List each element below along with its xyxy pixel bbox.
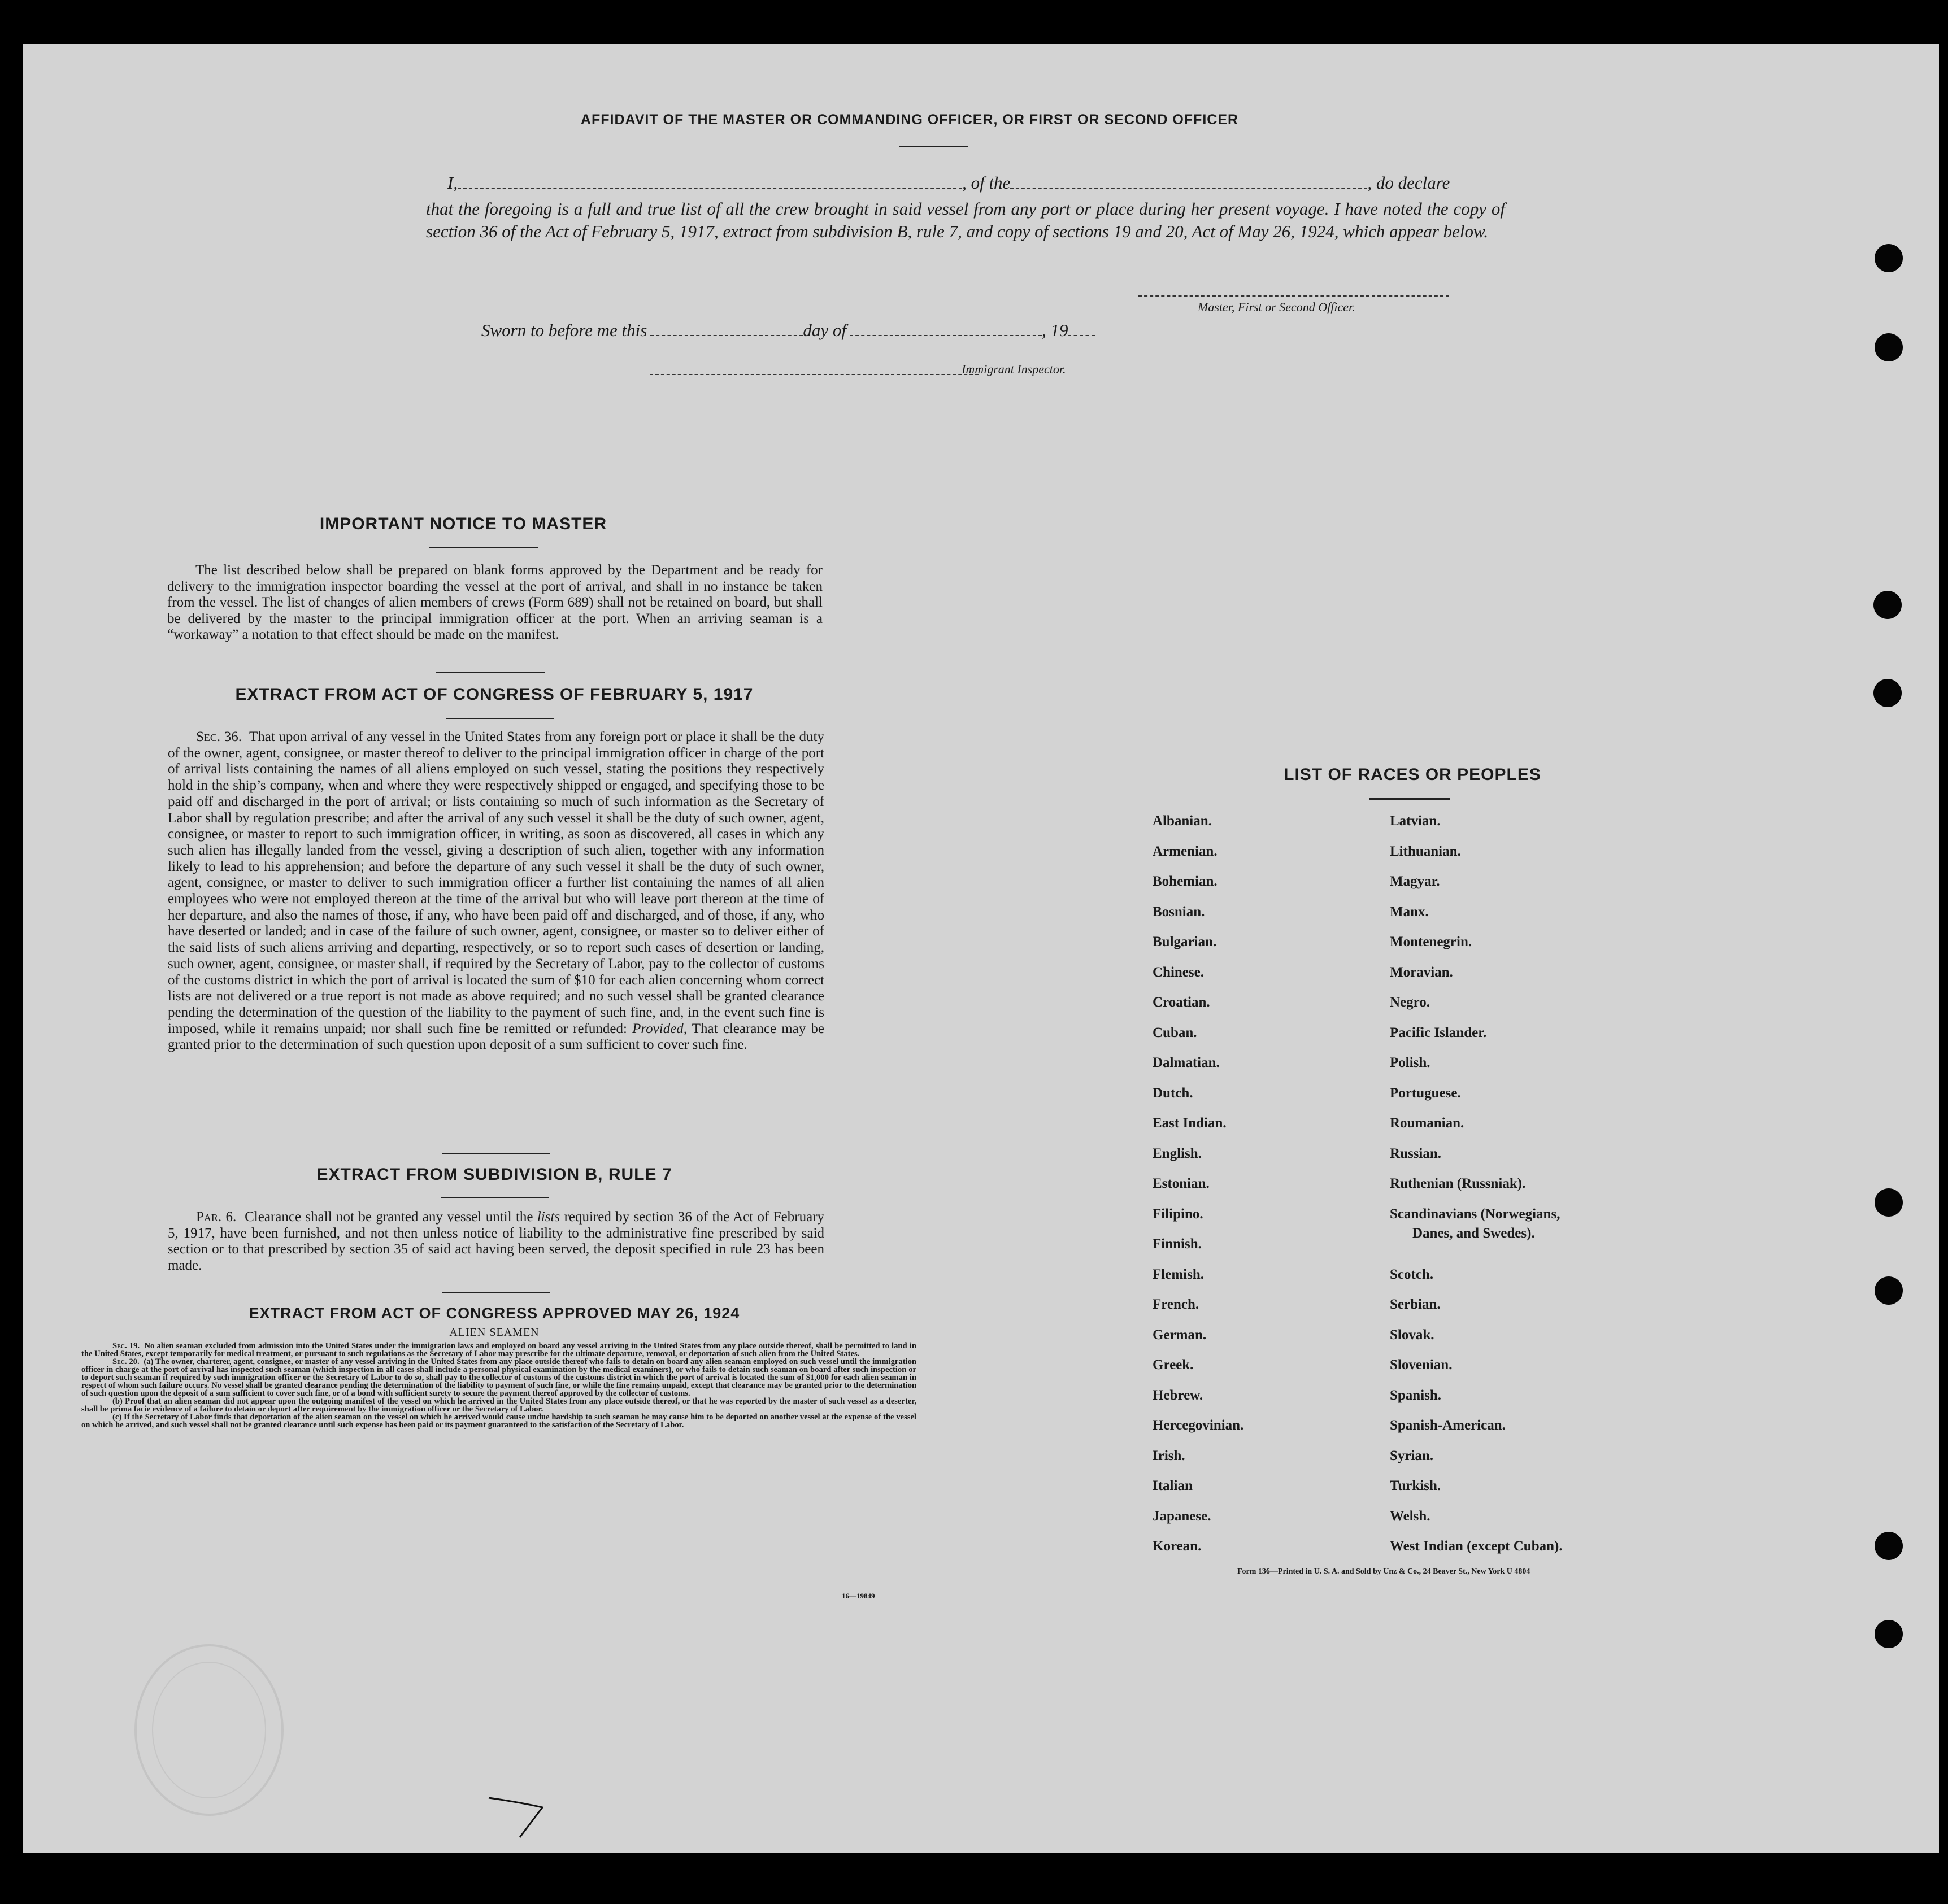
notice-end-rule <box>436 672 545 673</box>
punch-hole <box>1875 1532 1903 1560</box>
par-6-label: Par. 6. <box>196 1209 237 1225</box>
sworn-year-field <box>1068 332 1095 336</box>
race-item: Ruthenian (Russniak). <box>1390 1176 1526 1191</box>
race-item: Filipino. <box>1153 1206 1203 1222</box>
race-item: Dalmatian. <box>1153 1055 1220 1070</box>
faint-seal-stamp <box>124 1637 294 1823</box>
race-item: Greek. <box>1153 1357 1194 1373</box>
punch-hole <box>1873 591 1902 619</box>
inspector-caption: Immigrant Inspector. <box>962 362 1066 376</box>
race-item: Polish. <box>1390 1055 1430 1070</box>
race-item: Croatian. <box>1153 995 1210 1010</box>
master-signature-caption: Master, First or Second Officer. <box>1198 300 1355 314</box>
form-imprint: Form 136—Printed in U. S. A. and Sold by Unz & Co., 24 Beaver St., New York U 4804 <box>1237 1567 1530 1576</box>
race-item: Syrian. <box>1390 1448 1434 1463</box>
race-item: Pacific Islander. <box>1390 1025 1487 1040</box>
race-item: Turkish. <box>1390 1478 1441 1493</box>
race-item: Irish. <box>1153 1448 1185 1463</box>
race-item: Scotch. <box>1390 1266 1434 1282</box>
punch-hole <box>1873 679 1902 707</box>
races-title: LIST OF RACES OR PEOPLES <box>1284 765 1541 784</box>
race-item: Bohemian. <box>1153 874 1218 889</box>
punch-hole <box>1875 1620 1903 1648</box>
race-item: Finnish. <box>1153 1236 1202 1252</box>
extract-1924-title: EXTRACT FROM ACT OF CONGRESS APPROVED MAY 26, 1924 <box>249 1305 740 1322</box>
declarant-label: I, <box>447 173 458 193</box>
extract-1917-rule <box>446 718 554 719</box>
notice-title: IMPORTANT NOTICE TO MASTER <box>319 515 607 533</box>
punch-hole <box>1875 244 1903 272</box>
rule7-title: EXTRACT FROM SUBDIVISION B, RULE 7 <box>316 1165 672 1184</box>
race-item: Scandinavians (Norwegians, <box>1390 1206 1560 1222</box>
race-item: Moravian. <box>1390 964 1453 980</box>
pen-mark <box>486 1795 548 1840</box>
sworn-line: Sworn to before me this day of , 19 <box>481 320 1188 341</box>
race-item: East Indian. <box>1153 1116 1227 1131</box>
notice-body: The list described below shall be prepared on blank forms approved by the Department and be ready for delivery to the immigration inspector boarding the vessel at the port of arrival, and shall in no instance be taken from the vessel. The list of changes of alien members of crews (Form 689) shall not be retained on board, but shall be delivered by the master to the principal immigration officer at the port. When an arriving seaman is a “workaway” a notation to that effect should be made on the manifest. <box>167 563 823 643</box>
race-item: Italian <box>1153 1478 1193 1493</box>
race-item: Danes, and Swedes). <box>1412 1225 1535 1241</box>
affidavit-title-rule <box>899 146 968 147</box>
race-item: Roumanian. <box>1390 1116 1464 1131</box>
race-item: Dutch. <box>1153 1085 1193 1101</box>
race-item: West Indian (except Cuban). <box>1390 1539 1563 1554</box>
sec-36-label: Sec. 36. <box>196 729 242 744</box>
sworn-month-field <box>850 332 1042 336</box>
document-page <box>23 44 1939 1853</box>
race-item: Chinese. <box>1153 964 1204 980</box>
races-title-rule <box>1369 798 1450 800</box>
race-item: Magyar. <box>1390 874 1440 889</box>
master-signature-line <box>1138 295 1449 297</box>
race-item: Portuguese. <box>1390 1085 1461 1101</box>
races-left-column <box>1153 813 1356 1569</box>
sworn-day-field <box>650 332 803 336</box>
race-item: Armenian. <box>1153 843 1218 859</box>
affidavit-title: AFFIDAVIT OF THE MASTER OR COMMANDING OFFICER, OR FIRST OR SECOND OFFICER <box>580 112 1239 128</box>
punch-hole <box>1875 333 1903 361</box>
race-item: English. <box>1153 1145 1202 1161</box>
punch-hole <box>1875 1276 1903 1305</box>
notice-title-rule <box>429 547 538 548</box>
extract-1924-body: Sec. 19. No alien seaman excluded from admission into the United States under the immigration laws and employed on board any vessel arriving in the United States from any place outside thereof, shall be permitted to land in the United States, except temporarily for medical treatment, or pursuant to such regulations as the Secretary of Labor may prescribe for the ultimate departure, removal, or deportation of such alien from the United States. Sec. 20. (a) The owner, charterer, agent, consignee, or master of any vessel arriving in the United States from any place outside thereof who fails to detain on board any alien seaman employed on such vessel until the immigration officer in charge at the port of arrival has inspected such seaman (which inspection in all cases shall include a personal physical examination by the medical examiners), or who fails to detain such seaman on board after such inspection or to deport such seaman if required by such immigration officer or the Secretary of Labor to do so, shall pay to the collector of customs of the customs district in which the port of arrival is located the sum of $1,000 for each alien seaman in respect of whom such failure occurs. No vessel shall be granted clearance pending the determination of the liability to payment of such fine, or while the fine remains unpaid, except that clearance may be granted prior to the determination of such question upon the deposit of a sum sufficient to cover such fine, or of a bond with sufficient surety to secure the payment thereof approved by the collector of customs. (b) Proof that an alien seaman did not appear upon the outgoing manifest of the vessel on which he arrived in the United States from any place outside thereof, or that he was reported by the master of such vessel as a deserter, shall be prima facie evidence of a failure to detain or deport after requirement by the immigration officer or the Secretary of Labor. (c) If the Secretary of Labor finds that deportation of the alien seaman on the vessel on which he arrived would cause undue hardship to such seaman he may cause him to be deported on another vessel at the expense of the vessel on which he arrived, and such vessel shall not be granted clearance until such expense has been paid or its payment guaranteed to the satisfaction of the Secretary of Labor. <box>81 1341 916 1430</box>
inspector-signature-line <box>650 374 979 375</box>
race-item: Montenegrin. <box>1390 934 1472 949</box>
race-item: Albanian. <box>1153 813 1212 829</box>
race-item: Estonian. <box>1153 1176 1210 1191</box>
extract-1917-title: EXTRACT FROM ACT OF CONGRESS OF FEBRUARY 5, 1917 <box>235 685 754 704</box>
race-item: Bulgarian. <box>1153 934 1217 949</box>
do-declare-label: , do declare <box>1367 173 1450 193</box>
race-item: Lithuanian. <box>1390 843 1461 859</box>
extract-1917-end-rule <box>442 1153 550 1154</box>
race-item: Hercegovinian. <box>1153 1418 1244 1433</box>
race-item: Latvian. <box>1390 813 1441 829</box>
race-item: Welsh. <box>1390 1508 1430 1524</box>
rule7-end-rule <box>442 1292 550 1293</box>
print-code: 16—19849 <box>842 1592 875 1600</box>
race-item: Spanish. <box>1390 1387 1442 1403</box>
race-item: Bosnian. <box>1153 904 1205 920</box>
affidavit-declaration-line <box>447 173 1505 193</box>
race-item: Spanish-American. <box>1390 1418 1506 1433</box>
punch-hole <box>1875 1188 1903 1217</box>
rule7-rule <box>441 1197 549 1198</box>
races-right-column <box>1390 813 1695 1569</box>
race-item: Serbian. <box>1390 1297 1441 1312</box>
race-item: Cuban. <box>1153 1025 1197 1040</box>
race-item: Slovak. <box>1390 1327 1434 1343</box>
race-item: Korean. <box>1153 1539 1202 1554</box>
race-item: German. <box>1153 1327 1207 1343</box>
race-item: Russian. <box>1390 1145 1442 1161</box>
race-item: Hebrew. <box>1153 1387 1203 1403</box>
vessel-name-field <box>1010 184 1367 189</box>
affidavit-body: that the foregoing is a full and true list of all the crew brought in said vessel from any port or place during her present voyage. I have noted the copy of section 36 of the Act of February 5, 1917, extract from subdivision B, rule 7, and copy of sections 19 and 20, Act of May 26, 1924, which appear below. <box>426 199 1505 241</box>
race-item: French. <box>1153 1297 1199 1312</box>
race-item: Negro. <box>1390 995 1430 1010</box>
declarant-name-field <box>458 184 962 189</box>
race-item: Flemish. <box>1153 1266 1204 1282</box>
race-item: Manx. <box>1390 904 1429 920</box>
rule7-body: Par. 6. Clearance shall not be granted any vessel until the lists required by section 36 of the Act of February 5, 1917, have been furnished, and not then unless notice of liability to the administrative fine prescribed by said section or to that prescribed by section 35 of said act having been served, the deposit specified in rule 23 has been made. <box>168 1209 825 1274</box>
extract-1917-body: Sec. 36. That upon arrival of any vessel in the United States from any foreign port or place it shall be the duty of the owner, agent, consignee, or master thereof to deliver to the principal immigration officer in charge of the port of arrival lists containing the names of all aliens employed on such vessel, stating the positions they respectively hold in the ship’s company, when and where they were respectively shipped or engaged, and specifying those to be paid off and discharged in the port of arrival; or lists containing so much of such information as the Secretary of Labor shall by regulation prescribe; and after the arrival of any such vessel it shall be the duty of such owner, agent, consignee, or master to report to such immigration officer, in writing, as soon as discovered, all cases in which any such alien has illegally landed from the vessel, giving a description of such alien, together with any information likely to lead to his apprehension; and before the departure of any such vessel it shall be the duty of such owner, agent, consignee, or master to deliver to such immigration officer a further list containing the names of all alien employees who were not employed thereon at the time of the arrival but who will leave port thereon at the time of her departure, and also the names of those, if any, who have been paid off and discharged, and of those, if any, who have deserted or landed; and in case of the failure of such owner, agent, consignee, or master so to deliver either of the said lists of such aliens arriving and departing, respectively, or so to report such cases of desertion or landing, such owner, agent, consignee, or master shall, if required by the Secretary of Labor, pay to the collector of customs of the customs district in which the port of arrival is located the sum of $10 for each alien concerning whom correct lists are not delivered or a true report is not made as above required; and no such vessel shall be granted clearance pending the determination of the question of the liability to the payment of such fine, and, in the event such fine is imposed, while it remains unpaid; nor shall such fine be remitted or refunded: Provided, That clearance may be granted prior to the determination of such question upon deposit of a sum sufficient to cover such fine. <box>168 729 824 1053</box>
of-the-label: , of the <box>962 173 1011 193</box>
alien-seamen-subtitle: ALIEN SEAMEN <box>449 1326 540 1339</box>
race-item: Slovenian. <box>1390 1357 1453 1373</box>
race-item: Japanese. <box>1153 1508 1211 1524</box>
